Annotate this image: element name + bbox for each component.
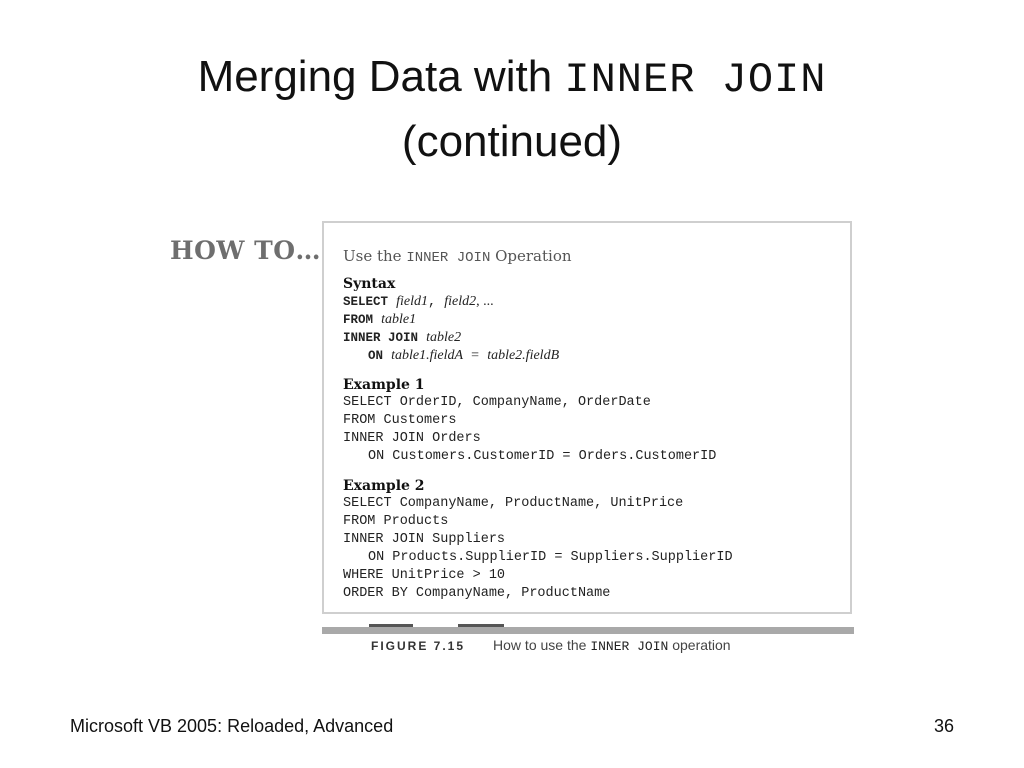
caption-rule-mark: [458, 624, 504, 627]
code-line: INNER JOIN Suppliers: [343, 532, 506, 547]
caption-text: How to use the: [493, 637, 591, 653]
syntax-keyword: FROM: [343, 313, 374, 327]
caption-text: operation: [668, 637, 731, 653]
syntax-keyword: INNER JOIN: [343, 331, 419, 345]
syntax-punct: ,: [428, 295, 437, 310]
howto-label: HOW TO…: [170, 236, 322, 265]
syntax-line: [343, 329, 843, 347]
code-line: FROM Products: [343, 514, 449, 529]
slide-title: [0, 46, 1024, 173]
example1-label: Example 1: [343, 377, 425, 393]
caption-rule: [322, 627, 854, 634]
syntax-placeholder: table1: [381, 312, 417, 327]
title-code: INNER JOIN: [564, 56, 827, 104]
code-line: ON Customers.CustomerID = Orders.CustomerID: [368, 449, 717, 464]
code-line: ORDER BY CompanyName, ProductName: [343, 586, 611, 601]
syntax-line: [343, 311, 843, 329]
caption-code: INNER JOIN: [590, 639, 669, 654]
figure-number: FIGURE 7.15: [371, 639, 466, 653]
syntax-punct: , ...: [476, 294, 494, 309]
heading-code: INNER JOIN: [406, 250, 491, 266]
syntax-placeholder: table2.fieldB: [487, 348, 560, 363]
syntax-label: Syntax: [343, 276, 396, 292]
code-line: FROM Customers: [343, 413, 457, 428]
title-prefix: Merging Data with: [197, 52, 565, 101]
example2-label: Example 2: [343, 478, 425, 494]
code-line: SELECT CompanyName, ProductName, UnitPrice: [343, 496, 684, 511]
box-heading: [343, 247, 843, 267]
syntax-placeholder: field2: [444, 294, 477, 309]
code-line: ON Products.SupplierID = Suppliers.SupplierID: [368, 550, 733, 565]
syntax-punct: =: [471, 348, 480, 363]
syntax-keyword: SELECT: [343, 295, 389, 309]
syntax-keyword: ON: [368, 349, 384, 363]
code-line: WHERE UnitPrice > 10: [343, 568, 506, 583]
syntax-line: [343, 293, 843, 311]
syntax-placeholder: field1: [396, 294, 429, 309]
footer-course-title: Microsoft VB 2005: Reloaded, Advanced: [70, 716, 394, 736]
page-number: 36: [933, 716, 954, 736]
caption-rule-mark: [369, 624, 413, 627]
code-line: SELECT OrderID, CompanyName, OrderDate: [343, 395, 651, 410]
syntax-placeholder: table1.fieldA: [391, 348, 464, 363]
code-line: INNER JOIN Orders: [343, 431, 481, 446]
syntax-placeholder: table2: [426, 330, 462, 345]
title-line-2: (continued): [401, 117, 623, 166]
heading-pre: Use the: [343, 247, 407, 265]
howto-box: [322, 221, 852, 614]
figure-caption: [371, 637, 731, 654]
heading-post: Operation: [490, 247, 572, 265]
syntax-line: [343, 347, 843, 365]
title-line-1: [0, 46, 1024, 111]
howto-content: [343, 247, 843, 603]
